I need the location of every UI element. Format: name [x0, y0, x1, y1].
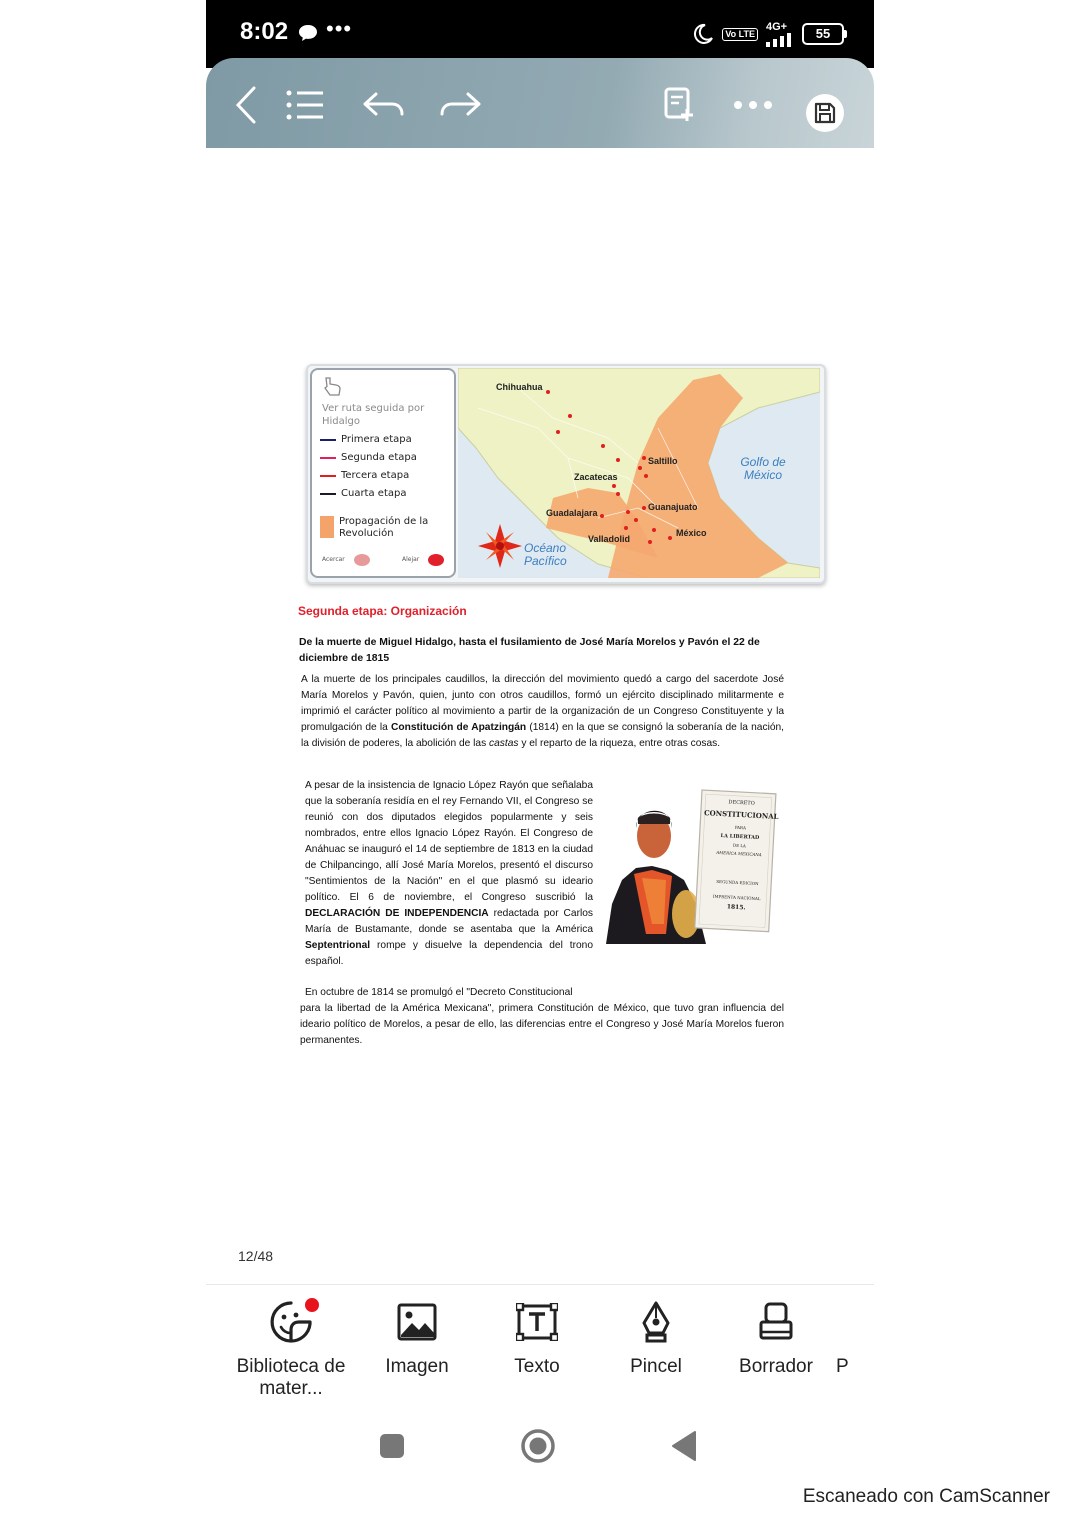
- decree-line: DE LA: [732, 842, 747, 849]
- section-subheading: De la muerte de Miguel Hidalgo, hasta el fusilamiento de José María Morelos y Pavón el 22 de diciembre de 1815: [299, 637, 760, 664]
- image-icon: [395, 1300, 439, 1344]
- map-label-guanajuato: Guanajuato: [648, 502, 698, 512]
- legend-item-tercera[interactable]: [320, 470, 409, 481]
- back-nav-button[interactable]: [664, 1426, 704, 1466]
- tool-image-button[interactable]: [357, 1300, 477, 1378]
- battery-indicator: 55: [802, 23, 844, 45]
- decree-document: [699, 794, 779, 913]
- divider: [206, 1284, 874, 1285]
- tool-label: P: [836, 1356, 849, 1377]
- legend-hint: Ver ruta seguida por Hidalgo: [322, 403, 425, 427]
- legend-line: [320, 493, 336, 495]
- map-label-mexico: México: [676, 528, 707, 538]
- tool-brush-button[interactable]: [596, 1300, 716, 1378]
- home-button[interactable]: [518, 1426, 558, 1466]
- camscanner-watermark: Escaneado con CamScanner: [802, 1486, 1050, 1507]
- network-type: 4G+: [766, 20, 788, 33]
- pointing-hand-icon: [322, 376, 344, 398]
- volte-badge: Vo LTE: [722, 28, 758, 41]
- tool-label: Biblioteca de mater...: [236, 1356, 346, 1399]
- decree-line: LA LIBERTAD: [720, 833, 760, 842]
- page-indicator: 12/48: [238, 1248, 274, 1264]
- notification-dot: [305, 1298, 319, 1312]
- map-label-chihuahua: Chihuahua: [496, 382, 543, 392]
- eraser-icon: [754, 1300, 798, 1344]
- zoom-in-label: Acercar: [322, 556, 345, 563]
- save-icon[interactable]: [806, 94, 844, 132]
- decree-line: SEGUNDA EDICION: [716, 878, 759, 887]
- legend-label: Tercera etapa: [341, 470, 410, 481]
- legend-item-segunda[interactable]: [320, 452, 417, 463]
- tool-library-button[interactable]: [231, 1300, 351, 1400]
- map-label-pacifico: Océano Pacífico: [524, 541, 567, 568]
- tool-label: Borrador: [739, 1356, 813, 1377]
- more-icon[interactable]: [732, 84, 774, 126]
- map-legend: [310, 368, 456, 578]
- legend-item-primera[interactable]: [320, 434, 412, 445]
- paragraph-1: A la muerte de los principales caudillos, la dirección del movimiento quedó a cargo del sacerdote José María Morelos y Pavón, quien, junto con otros caudillos, formó un ejército disciplinado militarmente e imprimió el carácter político al movimiento a partir de la organización de un Congreso Constituyente y la promulgación de la Constitución de Apatzingán (1814) en la que se consignó la soberanía de la nación, la división de poderes, la abolición de las castas y el reparto de la riqueza, entre otras cosas.: [301, 674, 784, 749]
- map-label-zacatecas: Zacatecas: [574, 472, 618, 482]
- decree-line: AMERICA MEXICANA: [716, 849, 762, 858]
- legend-label: Segunda etapa: [341, 452, 417, 463]
- legend-line: [320, 457, 336, 459]
- map-label-guadalajara: Guadalajara: [546, 508, 598, 518]
- tool-eraser-button[interactable]: [716, 1300, 836, 1378]
- system-nav-bar: [206, 1420, 874, 1470]
- legend-item-propagacion: [320, 516, 439, 540]
- list-icon[interactable]: [284, 84, 326, 126]
- map-label-valladolid: Valladolid: [588, 534, 631, 544]
- tool-label: Imagen: [385, 1356, 449, 1377]
- decree-line: CONSTITUCIONAL: [703, 808, 779, 822]
- legend-label: Primera etapa: [341, 434, 412, 445]
- section-title: Segunda etapa: Organización: [298, 604, 467, 618]
- legend-swatch: [320, 516, 334, 538]
- zoom-in-button[interactable]: [354, 554, 370, 566]
- sticker-library-icon: [269, 1300, 313, 1344]
- brush-icon: [634, 1300, 678, 1344]
- tool-label: Texto: [514, 1356, 560, 1377]
- tool-icon-placeholder: [836, 1300, 874, 1344]
- chat-bubble-icon: [298, 24, 318, 42]
- moon-icon: [692, 23, 714, 45]
- decree-line: IMPRENTA NACIONAL: [712, 893, 761, 902]
- signal-icon: [766, 33, 794, 47]
- legend-item-cuarta[interactable]: [320, 488, 406, 499]
- map-label-saltillo: Saltillo: [648, 456, 678, 466]
- tool-text-button[interactable]: [477, 1300, 597, 1378]
- paragraph-3-first-line: En octubre de 1814 se promulgó el "Decreto Constitucional: [305, 987, 573, 998]
- tool-label: Pincel: [630, 1356, 682, 1377]
- tool-more-button[interactable]: [836, 1300, 874, 1378]
- text-icon: [515, 1300, 559, 1344]
- add-note-icon[interactable]: [658, 84, 700, 126]
- reader-toolbar: [206, 58, 874, 148]
- decree-line: DECRETO: [728, 799, 755, 807]
- more-notifications-icon: •••: [326, 16, 353, 41]
- legend-label: Cuarta etapa: [341, 488, 407, 499]
- legend-line: [320, 475, 336, 477]
- decree-line: PARA: [734, 824, 747, 831]
- map-label-golfo: Golfo de México: [740, 455, 786, 482]
- decree-line: 1815.: [726, 903, 746, 912]
- bottom-toolbar: [206, 1300, 874, 1410]
- status-indicators: [692, 20, 844, 48]
- network-indicator: [766, 22, 794, 47]
- back-icon[interactable]: [226, 84, 268, 126]
- status-time: 8:02: [240, 18, 289, 45]
- legend-line: [320, 439, 336, 441]
- phone-screen: [206, 0, 874, 1470]
- paragraph-2: A pesar de la insistencia de Ignacio López Rayón que señalaba que la soberanía residía en el rey Fernando VII, el Congreso se reunió con dos diputados elegidos popularmente y seis nombrados, entre ellos Ignacio López Rayón. El Congreso de Anáhuac se inauguró el 14 de septiembre de 1813 en la ciudad de Chilpancingo, allí José María Morelos, presentó el discurso "Sentimientos de la Nación" en el que plasmó su ideario político. El 6 de noviembre, el Congreso suscribió la DECLARACIÓN DE INDEPENDENCIA redactada por Carlos María de Bustamante, donde se asentaba que la América Septentrional rompe y disuelve la dependencia del trono español.: [305, 780, 593, 967]
- independence-map: [306, 364, 826, 584]
- zoom-out-button[interactable]: [428, 554, 444, 566]
- zoom-out-label: Alejar: [402, 556, 420, 563]
- recents-button[interactable]: [372, 1426, 412, 1466]
- undo-icon[interactable]: [362, 84, 404, 126]
- paragraph-3: para la libertad de la América Mexicana", primera Constitución de México, que tuvo gran influencia del ideario político de Morelos, a pesar de ello, las diferencias entre el Congreso y José María Morelos fueron permanentes.: [300, 1003, 784, 1046]
- redo-icon[interactable]: [440, 84, 482, 126]
- legend-label: Propagación de la Revolución: [339, 516, 429, 539]
